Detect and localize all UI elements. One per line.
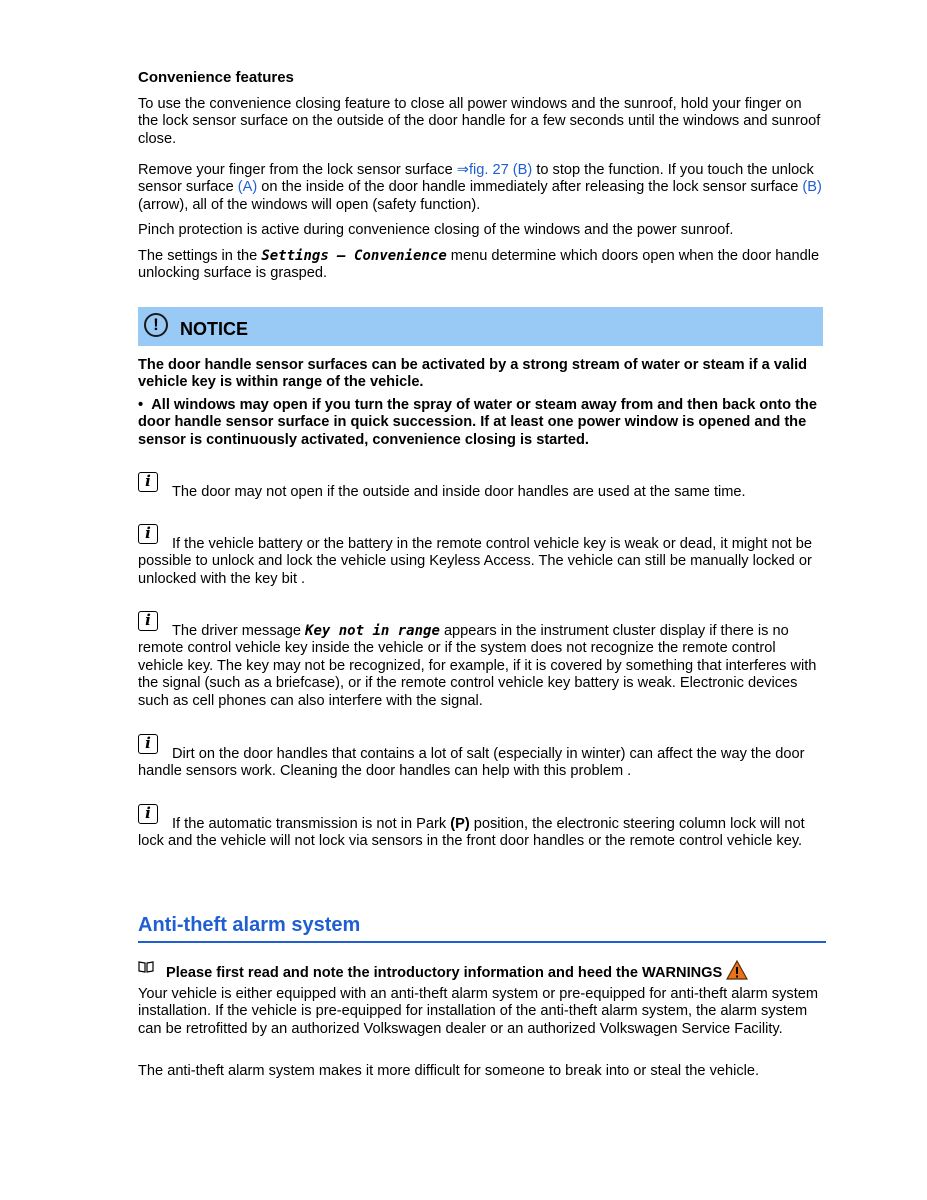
info-icon: i	[138, 472, 158, 492]
warning-icon[interactable]	[726, 960, 748, 985]
exclamation-icon: !	[144, 313, 168, 337]
convenience-paragraph-2: Remove your finger from the lock sensor surface ⇒fig. 27 (B) to stop the function. If you touch the unlock sensor surface (A) on the inside of the door handle immediately after releasing the lock sensor surface (B) (arrow), all of the windows will open (safety function).	[138, 162, 822, 213]
convenience-paragraph-1: To use the convenience closing feature to close all power windows and the sunroof, hold your finger on the lock sensor surface on the outside of the door handle for a few seconds until the windows and sunroof close.	[138, 96, 821, 147]
note-3: i The driver message Key not in range appears in the instrument cluster display if there is no remote control vehicle key inside the vehicle or if the system does not recognize the remote control vehicle key. The key may not be recognized, for example, if it is covered by something that interferes with the signal (such as a briefcase), or if the remote control vehicle key battery is weak. Electronic devices such as cell phones can also interfere with the signal.	[138, 611, 817, 709]
notice-bullet: • All windows may open if you turn the spray of water or steam away from and then back onto the door handle sensor surface in quick succession. If at least one power window is opened and the sensor is continuously activated, convenience closing is started.	[138, 397, 817, 448]
info-icon: i	[138, 804, 158, 824]
figure-link[interactable]: ⇒fig. 27 (B)	[456, 162, 533, 178]
settings-menu-name: Settings – Convenience	[261, 248, 447, 264]
info-icon: i	[138, 734, 158, 754]
sensor-b-reference: (B)	[802, 179, 822, 196]
info-icon: i	[138, 611, 158, 631]
sensor-a-reference: (A)	[237, 179, 258, 196]
convenience-paragraph-4: The settings in the Settings – Convenience menu determine which doors open when the door handle unlocking surface is grasped.	[138, 248, 820, 282]
notice-banner	[138, 307, 823, 346]
note-4: i Dirt on the door handles that contains a lot of salt (especially in winter) can affect the way the door handle sensors work. Cleaning the door handles can help with this problem .	[138, 734, 805, 780]
section-heading: Anti-theft alarm system	[138, 914, 826, 943]
notice-lead: The door handle sensor surfaces can be activated by a strong stream of water or steam if a valid vehicle key is within range of the vehicle.	[138, 357, 808, 391]
bullet-icon: •	[138, 397, 152, 413]
alarm-intro: Please first read and note the introductory information and heed the WARNINGS	[166, 960, 824, 985]
info-icon: i	[138, 524, 158, 544]
driver-message: Key not in range	[305, 623, 440, 639]
book-icon	[138, 960, 154, 977]
alarm-paragraph-1: Your vehicle is either equipped with an anti-theft alarm system or pre-equipped for anti-theft alarm system installation. If the vehicle is pre-equipped for installation of the anti-theft alarm system, the alarm system can be retrofitted by an authorized Volkswagen dealer or an authorized Volkswagen Service Facility.	[138, 986, 819, 1037]
notice-title: NOTICE	[180, 319, 249, 339]
convenience-paragraph-3: Pinch protection is active during convenience closing of the windows and the power sunroof.	[138, 222, 734, 238]
alarm-paragraph-2: The anti-theft alarm system makes it more difficult for someone to break into or steal the vehicle.	[138, 1063, 760, 1079]
note-2: i If the vehicle battery or the battery in the remote control vehicle key is weak or dead, it might not be possible to unlock and lock the vehicle using Keyless Access. The vehicle can still be manually locked or unlocked with the key bit .	[138, 524, 813, 587]
convenience-heading: Convenience features	[138, 69, 294, 86]
note-1: i The door may not open if the outside and inside door handles are used at the same time.	[138, 484, 824, 501]
note-5: i If the automatic transmission is not in Park (P) position, the electronic steering column lock will not lock and the vehicle will not lock via sensors in the front door handles or the remote control vehicle key.	[138, 804, 805, 850]
